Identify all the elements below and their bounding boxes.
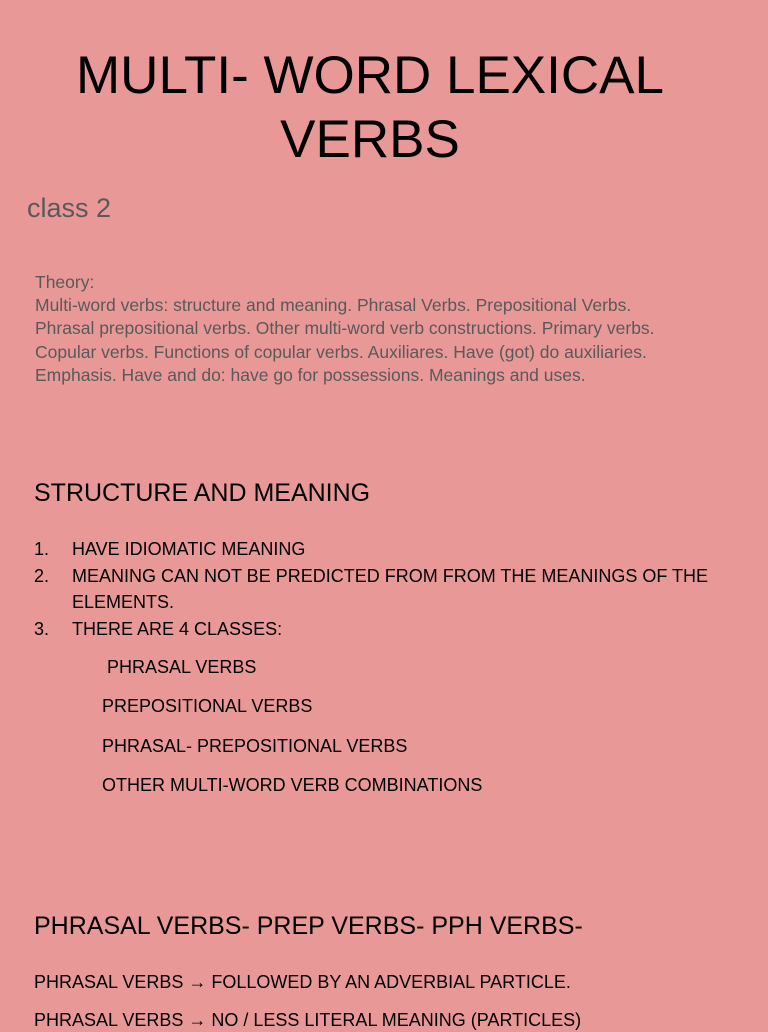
list-item-number: 1. — [34, 539, 50, 559]
phrasal-line: PHRASAL VERBS → FOLLOWED BY AN ADVERBIAL PARTICLE. — [34, 972, 571, 992]
theory-line: Phrasal prepositional verbs. Other multi-word verb constructions. Primary verbs. — [35, 318, 655, 339]
list-item-text: THERE ARE 4 CLASSES: — [72, 618, 283, 639]
theory-paragraph — [35, 271, 745, 387]
theory-line: Multi-word verbs: structure and meaning. Phrasal Verbs. Prepositional Verbs. — [35, 295, 632, 316]
title-line-1: MULTI- WORD LEXICAL — [76, 46, 664, 105]
list-item-number: 2. — [34, 565, 50, 586]
theory-line: Copular verbs. Functions of copular verbs. Auxiliares. Have (got) do auxiliaries. — [35, 341, 647, 362]
verb-class-item: PREPOSITIONAL VERBS — [102, 696, 313, 716]
verb-class-item: OTHER MULTI-WORD VERB COMBINATIONS — [102, 775, 483, 795]
structure-heading: STRUCTURE AND MEANING — [34, 479, 371, 507]
structure-list — [34, 536, 734, 642]
verb-class-item: PHRASAL- PREPOSITIONAL VERBS — [102, 736, 408, 756]
list-item-number: 3. — [34, 618, 50, 639]
page-subtitle: class 2 — [27, 193, 112, 223]
phrasal-line: PHRASAL VERBS → NO / LESS LITERAL MEANING (PARTICLES) — [34, 1010, 582, 1030]
list-item — [34, 536, 734, 563]
verb-class-item: PHRASAL VERBS — [102, 657, 257, 677]
theory-line: Emphasis. Have and do: have go for possessions. Meanings and uses. — [35, 364, 586, 385]
phrasal-heading: PHRASAL VERBS- PREP VERBS- PPH VERBS- — [34, 912, 583, 940]
title-line-2: VERBS — [280, 110, 460, 169]
theory-line: Theory: — [35, 272, 95, 292]
list-item-text: MEANING CAN NOT BE PREDICTED FROM FROM THE MEANINGS OF THE ELEMENTS. — [72, 565, 709, 612]
list-item — [34, 563, 734, 616]
list-item-text: HAVE IDIOMATIC MEANING — [72, 539, 306, 559]
page-title — [0, 44, 740, 172]
list-item — [34, 616, 734, 643]
